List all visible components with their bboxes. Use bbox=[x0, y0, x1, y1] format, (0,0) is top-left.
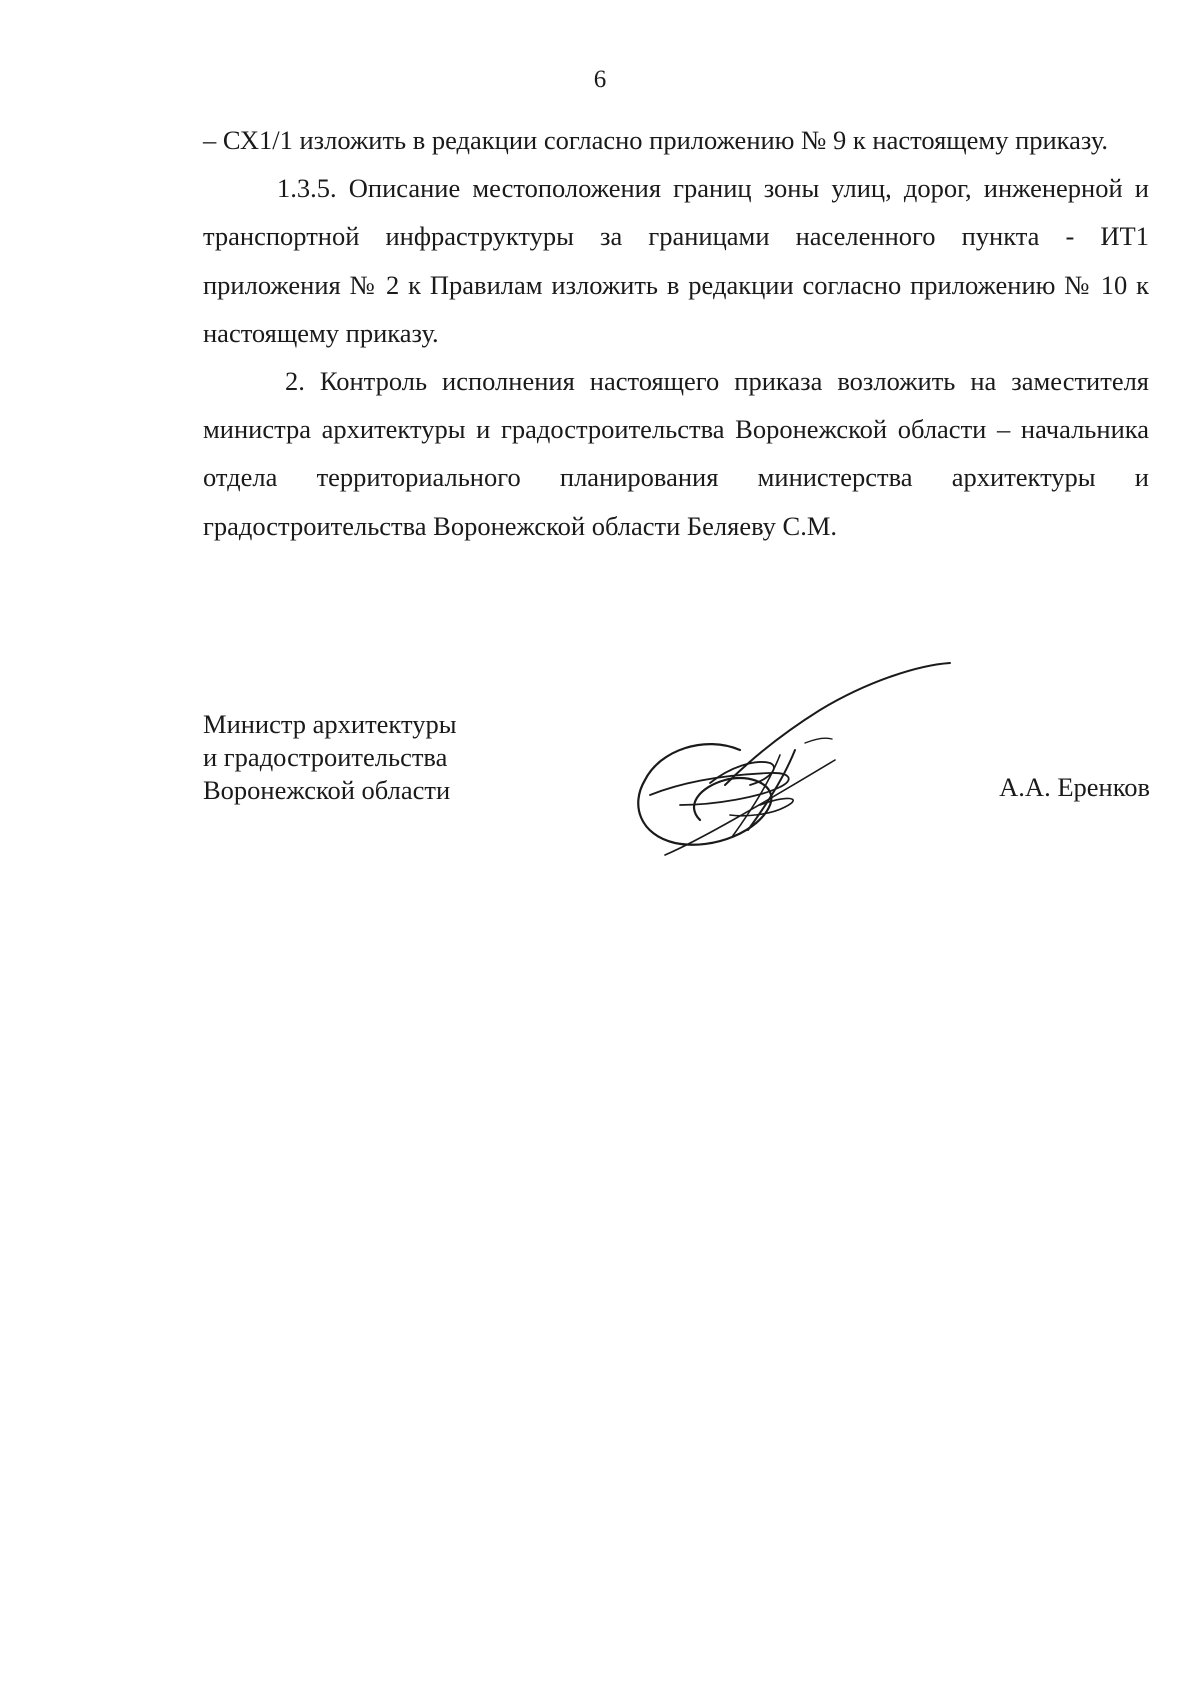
paragraph-2-control: 2. Контроль исполнения настоящего приказа возложить на заместителя министра архитектуры и градостроительства Воронежской области – начальника отдела территориального планирования министерства архитектуры и градостроительства Воронежской области Беляеву С.М. bbox=[203, 366, 1149, 541]
document-body bbox=[203, 116, 1149, 550]
paragraph-sx11: – СХ1/1 изложить в редакции согласно приложению № 9 к настоящему приказу. bbox=[203, 125, 1109, 155]
signer-position-line: Воронежской области bbox=[203, 775, 451, 805]
page-number: 6 bbox=[593, 66, 607, 93]
signer-position bbox=[203, 708, 457, 807]
signer-name: А.А. Еренков bbox=[999, 772, 1150, 802]
paragraph-1-3-5: 1.3.5. Описание местоположения границ зоны улиц, дорог, инженерной и транспортной инфраструктуры за границами населенного пункта - ИТ1 приложения № 2 к Правилам изложить в редакции согласно приложению № 10 к настоящему приказу. bbox=[203, 173, 1149, 348]
signer-position-line: и градостроительства bbox=[203, 742, 448, 772]
handwritten-signature bbox=[620, 655, 960, 870]
signer-position-line: Министр архитектуры bbox=[203, 709, 457, 739]
